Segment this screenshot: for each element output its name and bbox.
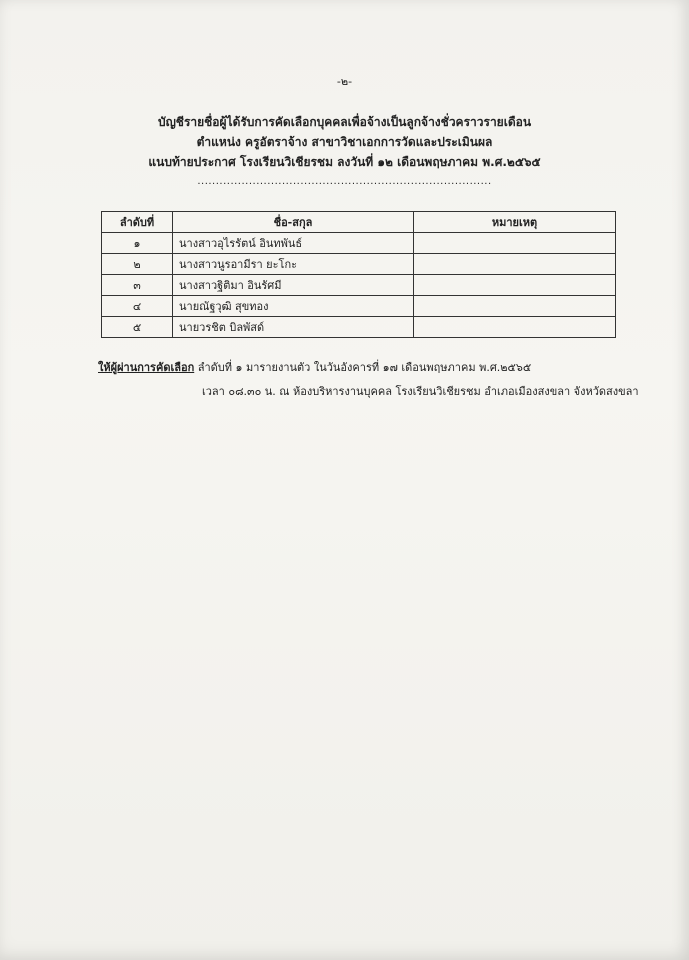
- reporting-instruction: [98, 356, 639, 404]
- table-row: [102, 296, 616, 317]
- instruction-line-2: เวลา ๐๘.๓๐ น. ณ ห้องบริหารงานบุคคล โรงเรียนวิเชียรชม อำเภอเมืองสงขลา จังหวัดสงขลา: [202, 385, 639, 398]
- row-name: นางสาวฐิติมา อินรัศมี: [173, 275, 414, 296]
- instruction-label: ให้ผู้ผ่านการคัดเลือก: [98, 361, 195, 374]
- row-remark: [414, 275, 616, 296]
- document-heading: [0, 112, 689, 172]
- row-order: ๓: [102, 275, 173, 296]
- page-number: -๒-: [336, 75, 353, 88]
- selected-candidates-table: [101, 211, 616, 338]
- header-order: ลำดับที่: [102, 212, 173, 233]
- row-order: ๑: [102, 233, 173, 254]
- instruction-line-1: ลำดับที่ ๑ มารายงานตัว ในวันอังคารที่ ๑๗ เดือนพฤษภาคม พ.ศ.๒๕๖๕: [194, 361, 532, 374]
- heading-line-2: ตำแหน่ง ครูอัตราจ้าง สาขาวิชาเอกการวัดและประเมินผล: [196, 135, 493, 149]
- header-remark: หมายเหตุ: [414, 212, 616, 233]
- table-row: [102, 254, 616, 275]
- heading-line-1: บัญชีรายชื่อผู้ได้รับการคัดเลือกบุคคลเพื่อจ้างเป็นลูกจ้างชั่วคราวรายเดือน: [157, 115, 532, 129]
- header-name: ชื่อ-สกุล: [173, 212, 414, 233]
- heading-separator: ................................................................................: [197, 176, 492, 187]
- row-order: ๒: [102, 254, 173, 275]
- row-order: ๕: [102, 317, 173, 338]
- row-remark: [414, 296, 616, 317]
- row-remark: [414, 254, 616, 275]
- heading-line-3: แนบท้ายประกาศ โรงเรียนวิเชียรชม ลงวันที่ ๑๒ เดือนพฤษภาคม พ.ศ.๒๕๖๕: [148, 155, 541, 169]
- row-order: ๔: [102, 296, 173, 317]
- table-row: [102, 317, 616, 338]
- table-row: [102, 275, 616, 296]
- row-name: นางสาวนูรอามีรา ยะโกะ: [173, 254, 414, 275]
- row-remark: [414, 317, 616, 338]
- table-row: [102, 233, 616, 254]
- row-name: นายณัฐวุฒิ สุขทอง: [173, 296, 414, 317]
- row-name: นางสาวอุไรรัตน์ อินทพันธ์: [173, 233, 414, 254]
- row-name: นายวรชิต บิลพัสด์: [173, 317, 414, 338]
- row-remark: [414, 233, 616, 254]
- table-header-row: [102, 212, 616, 233]
